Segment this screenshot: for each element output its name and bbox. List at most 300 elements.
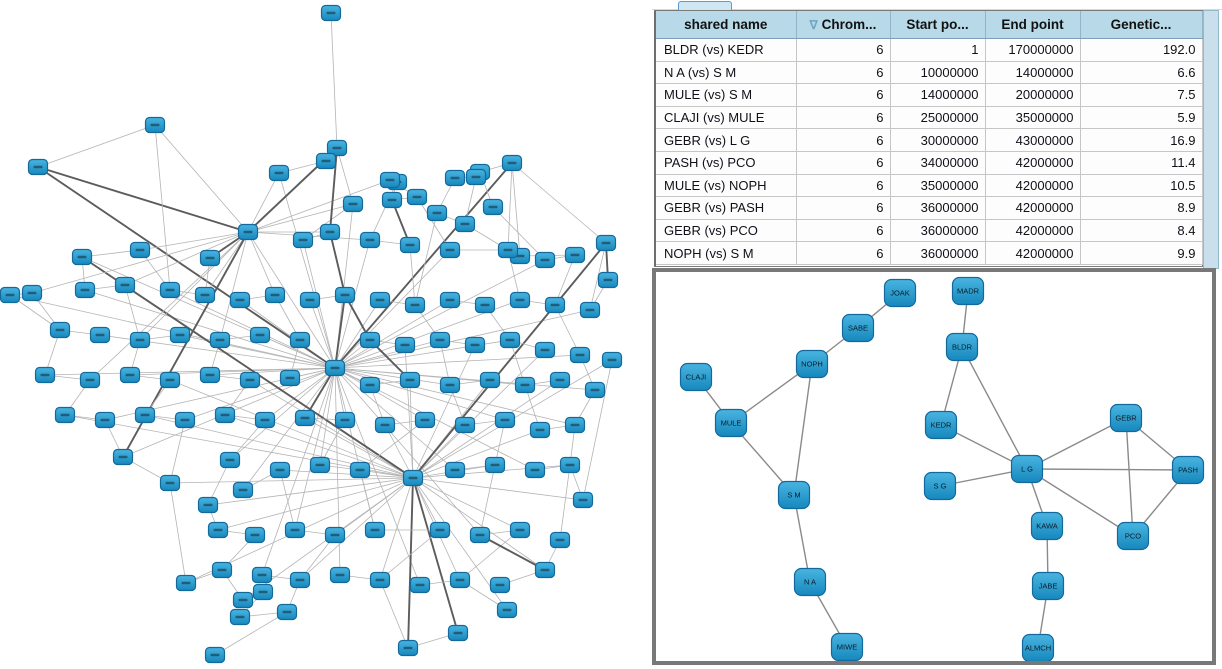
node-label	[141, 414, 150, 416]
network-node[interactable]	[176, 413, 195, 428]
network-node[interactable]	[449, 626, 468, 641]
network-node[interactable]	[361, 333, 380, 348]
network-node[interactable]	[199, 498, 218, 513]
network-node[interactable]	[376, 418, 395, 433]
cell-value: 6	[796, 197, 890, 220]
node-label	[349, 203, 358, 205]
node-label	[41, 374, 50, 376]
node-label	[296, 579, 305, 581]
network-node[interactable]	[326, 361, 345, 376]
network-node[interactable]	[351, 463, 370, 478]
network-node[interactable]	[401, 238, 420, 253]
table-row[interactable]	[656, 39, 1202, 62]
network-node[interactable]	[131, 243, 150, 258]
network-edge[interactable]	[215, 612, 287, 655]
node-label	[586, 309, 595, 311]
network-node[interactable]	[561, 458, 580, 473]
cell-value: 42000000	[985, 242, 1080, 265]
network-node[interactable]	[431, 523, 450, 538]
edge-attribute-table-panel	[652, 0, 1222, 268]
network-node[interactable]	[503, 156, 522, 171]
network-edge[interactable]	[280, 470, 295, 530]
network-node[interactable]	[408, 190, 427, 205]
network-node[interactable]	[586, 383, 605, 398]
network-edge[interactable]	[405, 345, 413, 478]
cell-value: 1	[890, 39, 985, 62]
network-node[interactable]	[499, 243, 518, 258]
network-node[interactable]	[56, 408, 75, 423]
network-edge[interactable]	[408, 478, 413, 648]
network-node[interactable]	[361, 233, 380, 248]
network-node[interactable]	[209, 523, 228, 538]
node-label	[286, 377, 295, 379]
network-node-joak[interactable]	[885, 280, 916, 307]
network-edge[interactable]	[480, 465, 495, 535]
node-label	[119, 456, 128, 458]
network-node[interactable]	[201, 251, 220, 266]
cell-value: 16.9	[1080, 129, 1202, 152]
network-node[interactable]	[246, 528, 265, 543]
cell-value: 7.5	[1080, 84, 1202, 107]
node-label	[536, 429, 545, 431]
network-edge[interactable]	[413, 478, 583, 500]
network-node[interactable]	[536, 253, 555, 268]
network-node[interactable]	[177, 576, 196, 591]
network-node[interactable]	[441, 293, 460, 308]
network-edge[interactable]	[248, 173, 279, 232]
network-edge[interactable]	[331, 13, 337, 148]
node-label	[259, 591, 268, 593]
network-node[interactable]	[471, 528, 490, 543]
node-label	[602, 242, 611, 244]
node-label	[503, 609, 512, 611]
network-node[interactable]	[271, 463, 290, 478]
network-node[interactable]	[336, 413, 355, 428]
network-node[interactable]	[114, 450, 133, 465]
network-node[interactable]	[383, 193, 402, 208]
cell-shared-name: GEBR (vs) PCO	[656, 219, 796, 242]
network-node[interactable]	[431, 333, 450, 348]
node-label	[604, 279, 613, 281]
network-edge[interactable]	[38, 167, 248, 232]
network-node-pco[interactable]	[1118, 523, 1149, 550]
network-node[interactable]	[211, 333, 230, 348]
column-header[interactable]: Genetic...	[1080, 11, 1202, 39]
network-node-claji[interactable]	[681, 364, 712, 391]
node-label	[216, 339, 225, 341]
node-label	[436, 529, 445, 531]
network-node[interactable]	[216, 408, 235, 423]
network-node[interactable]	[566, 248, 585, 263]
network-node[interactable]	[536, 343, 555, 358]
network-node[interactable]	[467, 170, 486, 185]
cell-value: 6	[796, 242, 890, 265]
network-edge[interactable]	[335, 368, 340, 575]
network-node-bldr[interactable]	[947, 334, 978, 361]
network-edge[interactable]	[415, 213, 437, 305]
network-node-gebr[interactable]	[1111, 405, 1142, 432]
subnetwork-canvas[interactable]	[656, 272, 1212, 661]
network-edge[interactable]	[335, 368, 575, 425]
node-label	[331, 534, 340, 536]
network-node[interactable]	[296, 411, 315, 426]
node-label	[226, 459, 235, 461]
network-node[interactable]	[73, 250, 92, 265]
cell-value: 42000000	[985, 151, 1080, 174]
network-node[interactable]	[76, 283, 95, 298]
node-label	[416, 584, 425, 586]
network-edge[interactable]	[512, 163, 606, 243]
network-node[interactable]	[371, 573, 390, 588]
column-header[interactable]: shared name	[656, 11, 796, 39]
network-node[interactable]	[486, 458, 505, 473]
node-label	[409, 477, 418, 479]
table-scrollbar[interactable]	[1203, 10, 1219, 269]
node-label	[516, 299, 525, 301]
network-node[interactable]	[234, 593, 253, 608]
network-node-almch[interactable]	[1023, 635, 1054, 662]
network-node[interactable]	[136, 408, 155, 423]
network-node[interactable]	[171, 328, 190, 343]
network-node[interactable]	[51, 323, 70, 338]
network-node[interactable]	[146, 118, 165, 133]
network-node[interactable]	[301, 293, 320, 308]
network-node[interactable]	[366, 523, 385, 538]
network-node[interactable]	[491, 578, 510, 593]
network-edge[interactable]	[38, 125, 155, 167]
network-node-noph[interactable]	[797, 351, 828, 378]
network-node[interactable]	[266, 288, 285, 303]
network-node[interactable]	[286, 523, 305, 538]
node-label	[299, 239, 308, 241]
node-label	[236, 299, 245, 301]
network-node[interactable]	[326, 528, 345, 543]
network-node[interactable]	[253, 568, 272, 583]
node-label	[556, 379, 565, 381]
network-node-l-g[interactable]	[1012, 456, 1043, 483]
cell-value: 5.9	[1080, 106, 1202, 129]
node-label	[366, 239, 375, 241]
network-node[interactable]	[551, 373, 570, 388]
network-node[interactable]	[254, 585, 273, 600]
node-label	[96, 334, 105, 336]
network-node[interactable]	[526, 463, 545, 478]
network-edge[interactable]	[413, 478, 458, 633]
node-label	[166, 379, 175, 381]
network-node-n-a[interactable]	[795, 569, 826, 596]
cell-value: 6.6	[1080, 61, 1202, 84]
node-label	[608, 359, 617, 361]
network-node-madr[interactable]	[953, 278, 984, 305]
network-edge[interactable]	[583, 360, 612, 500]
network-node[interactable]	[121, 368, 140, 383]
cell-value: 6	[796, 174, 890, 197]
network-node[interactable]	[231, 293, 250, 308]
network-edge[interactable]	[155, 125, 248, 232]
network-edge[interactable]	[962, 347, 1027, 469]
network-node-sabe[interactable]	[843, 315, 874, 342]
node-label	[551, 304, 560, 306]
network-node[interactable]	[406, 298, 425, 313]
network-edge[interactable]	[413, 478, 520, 530]
network-node[interactable]	[221, 453, 240, 468]
node-label	[421, 419, 430, 421]
network-node[interactable]	[581, 303, 600, 318]
network-node[interactable]	[344, 197, 363, 212]
node-label	[456, 579, 465, 581]
node-label	[341, 419, 350, 421]
network-node[interactable]	[566, 418, 585, 433]
table-row[interactable]	[656, 219, 1202, 242]
network-node-s-m[interactable]	[779, 482, 810, 509]
node-label	[579, 499, 588, 501]
network-node[interactable]	[511, 523, 530, 538]
network-node[interactable]	[603, 353, 622, 368]
cell-value: 43000000	[985, 129, 1080, 152]
node-label	[276, 469, 285, 471]
network-node[interactable]	[496, 413, 515, 428]
node-label	[6, 294, 15, 296]
table-row[interactable]	[656, 197, 1202, 220]
network-node[interactable]	[91, 328, 110, 343]
network-edge[interactable]	[335, 260, 545, 368]
network-node[interactable]	[206, 648, 225, 663]
network-node[interactable]	[476, 298, 495, 313]
node-label	[151, 124, 160, 126]
network-edge[interactable]	[248, 180, 390, 232]
network-node[interactable]	[401, 373, 420, 388]
network-node[interactable]	[381, 173, 400, 188]
network-edge[interactable]	[370, 182, 397, 240]
network-node[interactable]	[551, 533, 570, 548]
network-edge[interactable]	[170, 483, 186, 583]
network-edge[interactable]	[170, 478, 413, 483]
network-node[interactable]	[291, 573, 310, 588]
node-label	[336, 574, 345, 576]
node-label	[331, 367, 340, 369]
node-label	[406, 379, 415, 381]
network-node[interactable]	[446, 171, 465, 186]
column-header[interactable]: End point	[985, 11, 1080, 39]
table-row[interactable]	[656, 84, 1202, 107]
network-node[interactable]	[501, 333, 520, 348]
network-node[interactable]	[29, 160, 48, 175]
column-header[interactable]: ∇ Chrom...	[796, 11, 890, 39]
node-label	[206, 257, 215, 259]
network-node[interactable]	[466, 338, 485, 353]
network-edge[interactable]	[794, 364, 812, 495]
node-label	[406, 244, 415, 246]
node-label	[101, 419, 110, 421]
network-node[interactable]	[278, 605, 297, 620]
table-header-row	[656, 11, 1202, 39]
network-node[interactable]	[428, 206, 447, 221]
table-row[interactable]	[656, 106, 1202, 129]
network-node[interactable]	[336, 288, 355, 303]
network-node[interactable]	[256, 413, 275, 428]
network-node[interactable]	[481, 373, 500, 388]
network-node[interactable]	[234, 483, 253, 498]
cell-value: 10.5	[1080, 174, 1202, 197]
cell-value: 36000000	[890, 197, 985, 220]
cell-shared-name: NOPH (vs) S M	[656, 242, 796, 265]
network-node[interactable]	[196, 288, 215, 303]
network-node[interactable]	[484, 200, 503, 215]
network-node[interactable]	[361, 378, 380, 393]
network-edge[interactable]	[380, 580, 408, 648]
network-node[interactable]	[451, 573, 470, 588]
column-header[interactable]: Start po...	[890, 11, 985, 39]
cell-value: 6	[796, 151, 890, 174]
table-row[interactable]	[656, 61, 1202, 84]
network-node-kawa[interactable]	[1032, 513, 1063, 540]
table-tab-strip	[652, 0, 1222, 10]
node-label	[214, 529, 223, 531]
network-node[interactable]	[239, 225, 258, 240]
network-node[interactable]	[213, 563, 232, 578]
network-node[interactable]	[371, 293, 390, 308]
network-node[interactable]	[416, 413, 435, 428]
cell-value: 10000000	[890, 61, 985, 84]
node-label	[576, 354, 585, 356]
node-label	[386, 179, 395, 181]
node-label	[376, 299, 385, 301]
node-label: PCO	[1124, 531, 1142, 541]
network-node[interactable]	[531, 423, 550, 438]
network-node[interactable]	[546, 298, 565, 313]
network-edge[interactable]	[508, 163, 512, 250]
network-node[interactable]	[441, 378, 460, 393]
network-node[interactable]	[411, 578, 430, 593]
node-label	[28, 292, 37, 294]
node-label	[221, 414, 230, 416]
node-label	[136, 339, 145, 341]
network-node[interactable]	[231, 610, 250, 625]
network-node[interactable]	[116, 278, 135, 293]
cell-value: 6	[796, 61, 890, 84]
node-label	[182, 582, 191, 584]
network-edge[interactable]	[248, 232, 275, 295]
node-label	[291, 529, 300, 531]
network-node[interactable]	[317, 154, 336, 169]
network-node[interactable]	[81, 373, 100, 388]
network-node-kedr[interactable]	[926, 412, 957, 439]
network-node[interactable]	[131, 333, 150, 348]
network-node[interactable]	[536, 563, 555, 578]
network-node[interactable]	[597, 236, 616, 251]
network-node[interactable]	[322, 6, 341, 21]
network-node[interactable]	[161, 476, 180, 491]
network-node[interactable]	[201, 368, 220, 383]
network-edge[interactable]	[560, 465, 570, 540]
network-node[interactable]	[311, 458, 330, 473]
network-node[interactable]	[291, 333, 310, 348]
node-label	[566, 464, 575, 466]
network-edge[interactable]	[337, 148, 353, 204]
node-label	[571, 424, 580, 426]
node-label: CLAJI	[685, 372, 707, 382]
network-edge[interactable]	[330, 232, 345, 295]
network-node[interactable]	[161, 373, 180, 388]
table-tab[interactable]	[678, 1, 732, 10]
network-edge[interactable]	[1027, 469, 1188, 470]
node-label	[126, 374, 135, 376]
network-node[interactable]	[498, 603, 517, 618]
network-node[interactable]	[321, 225, 340, 240]
network-node[interactable]	[96, 413, 115, 428]
node-label	[61, 414, 70, 416]
network-edge[interactable]	[1126, 418, 1133, 536]
network-node[interactable]	[404, 471, 423, 486]
node-label	[333, 147, 342, 149]
network-node[interactable]	[441, 243, 460, 258]
cell-value: 42000000	[985, 174, 1080, 197]
network-node[interactable]	[574, 493, 593, 508]
network-node[interactable]	[36, 368, 55, 383]
network-node[interactable]	[281, 371, 300, 386]
node-label	[446, 249, 455, 251]
attribute-table	[656, 11, 1203, 265]
table-row[interactable]	[656, 174, 1202, 197]
network-node[interactable]	[23, 286, 42, 301]
cell-value: 42000000	[985, 219, 1080, 242]
cell-value: 6	[796, 219, 890, 242]
table-row[interactable]	[656, 242, 1202, 265]
network-node[interactable]	[331, 568, 350, 583]
node-label	[436, 339, 445, 341]
table-row[interactable]	[656, 129, 1202, 152]
node-label	[491, 464, 500, 466]
node-label	[322, 160, 331, 162]
cell-shared-name: N A (vs) S M	[656, 61, 796, 84]
network-node-mule[interactable]	[716, 410, 747, 437]
node-label	[121, 284, 130, 286]
network-node-jabe[interactable]	[1033, 573, 1064, 600]
network-node[interactable]	[456, 418, 475, 433]
node-label	[541, 349, 550, 351]
network-node[interactable]	[161, 283, 180, 298]
network-node[interactable]	[251, 328, 270, 343]
network-node[interactable]	[599, 273, 618, 288]
node-label	[571, 254, 580, 256]
network-node[interactable]	[571, 348, 590, 363]
network-node[interactable]	[446, 463, 465, 478]
network-node[interactable]	[511, 293, 530, 308]
network-node[interactable]	[399, 641, 418, 656]
network-node[interactable]	[241, 373, 260, 388]
node-label	[591, 389, 600, 391]
network-node[interactable]	[396, 338, 415, 353]
cell-value: 6	[796, 106, 890, 129]
network-node[interactable]	[456, 217, 475, 232]
table-row[interactable]	[656, 151, 1202, 174]
network-node-pash[interactable]	[1173, 457, 1204, 484]
network-edge[interactable]	[170, 420, 185, 483]
network-node[interactable]	[516, 378, 535, 393]
network-node[interactable]	[1, 288, 20, 303]
network-node[interactable]	[270, 166, 289, 181]
network-node-miwe[interactable]	[832, 634, 863, 661]
node-label: SABE	[847, 323, 869, 333]
node-label: N A	[803, 577, 817, 587]
cell-value: 11.4	[1080, 151, 1202, 174]
filter-icon[interactable]: ∇	[809, 18, 818, 32]
cell-value: 35000000	[890, 174, 985, 197]
network-node-s-g[interactable]	[925, 473, 956, 500]
node-label	[181, 419, 190, 421]
network-node[interactable]	[294, 233, 313, 248]
node-label	[404, 647, 413, 649]
